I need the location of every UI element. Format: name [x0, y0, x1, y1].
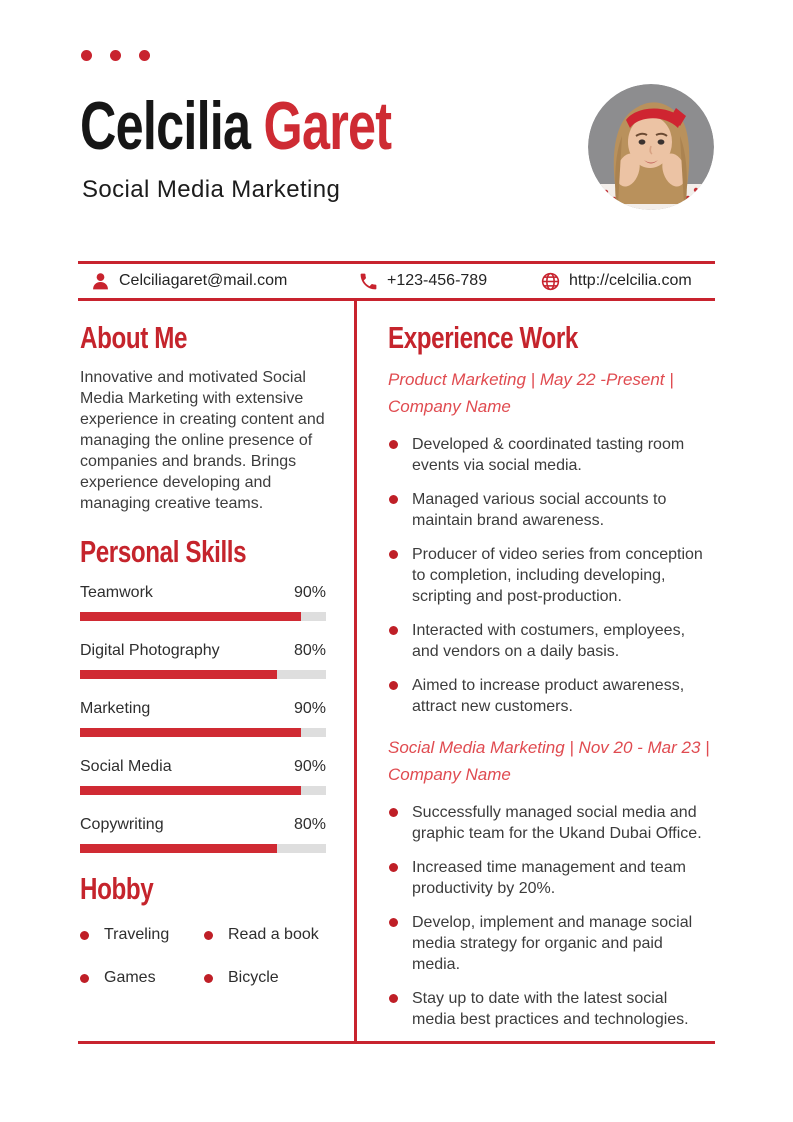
skill-bar-track	[80, 670, 326, 679]
bullet-item	[388, 489, 715, 531]
skill-label: Marketing	[80, 700, 151, 717]
skill-label-row	[80, 699, 326, 718]
phone-icon	[358, 271, 379, 292]
bullet-dot-icon	[389, 550, 398, 559]
skill-row	[80, 583, 326, 621]
globe-icon	[540, 271, 561, 292]
skill-percent: 80%	[293, 642, 326, 659]
first-name: Celcilia	[80, 88, 264, 164]
email-text: Celciliagaret@mail.com	[119, 272, 288, 289]
skill-row	[80, 641, 326, 679]
hobby-label: Read a book	[228, 926, 319, 943]
bullet-text: Developed & coordinated tasting room events via social media.	[412, 436, 685, 474]
bullet-text: Managed various social accounts to maintain brand awareness.	[412, 491, 667, 529]
about-heading: About Me	[80, 320, 188, 355]
bullet-item	[388, 434, 715, 476]
skills-section	[80, 536, 326, 853]
hobby-item	[204, 969, 326, 987]
dot-icon	[139, 50, 150, 61]
hobby-label: Bicycle	[228, 969, 279, 986]
job-bullets	[388, 434, 715, 717]
bullet-dot-icon	[389, 994, 398, 1003]
job-bullets	[388, 802, 715, 1030]
contact-phone	[358, 264, 487, 298]
skill-label: Teamwork	[80, 584, 153, 601]
left-column	[80, 322, 326, 987]
job-subtitle: Social Media Marketing	[82, 176, 341, 203]
skill-bar-track	[80, 728, 326, 737]
hobby-item	[80, 969, 204, 987]
skill-list	[80, 583, 326, 853]
person-name	[80, 88, 501, 164]
skill-bar-track	[80, 786, 326, 795]
hobby-section	[80, 873, 326, 987]
dot-icon	[81, 50, 92, 61]
hobby-list	[80, 926, 326, 987]
skill-bar-fill	[80, 670, 277, 679]
right-column	[388, 322, 715, 1043]
bullet-dot-icon	[389, 626, 398, 635]
bullet-dot-icon	[80, 974, 89, 983]
bullet-item	[388, 988, 715, 1030]
skill-label: Copywriting	[80, 816, 164, 833]
skill-percent: 90%	[293, 584, 326, 601]
bullet-item	[388, 544, 715, 607]
bullet-item	[388, 802, 715, 844]
bullet-item	[388, 620, 715, 662]
bullet-dot-icon	[204, 931, 213, 940]
bullet-text: Interacted with costumers, employees, and vendors on a daily basis.	[412, 622, 686, 660]
bullet-dot-icon	[389, 681, 398, 690]
contact-website	[540, 264, 692, 298]
skill-bar-fill	[80, 728, 301, 737]
profile-photo	[588, 84, 714, 210]
experience-heading: Experience Work	[388, 320, 578, 355]
bullet-dot-icon	[80, 931, 89, 940]
bullet-dot-icon	[389, 918, 398, 927]
skill-percent: 90%	[293, 700, 326, 717]
skill-bar-track	[80, 844, 326, 853]
bullet-dot-icon	[389, 440, 398, 449]
contact-bar	[78, 261, 715, 301]
skill-row	[80, 699, 326, 737]
bullet-text: Producer of video series from conception to completion, including developing, scripting and post-production.	[412, 546, 703, 605]
job-list	[388, 366, 715, 1030]
skill-row	[80, 757, 326, 795]
column-divider	[354, 301, 357, 1041]
skill-row	[80, 815, 326, 853]
bullet-item	[388, 912, 715, 975]
skills-heading: Personal Skills	[80, 534, 247, 569]
bullet-text: Stay up to date with the latest social media best practices and technologies.	[412, 990, 689, 1028]
last-name: Garet	[263, 88, 392, 164]
decorative-dots	[81, 50, 150, 61]
skill-bar-track	[80, 612, 326, 621]
skill-label: Social Media	[80, 758, 172, 775]
bullet-text: Increased time management and team productivity by 20%.	[412, 859, 686, 897]
skill-percent: 80%	[293, 816, 326, 833]
hobby-label: Games	[104, 969, 156, 986]
website-text: http://celcilia.com	[569, 272, 692, 289]
skill-label-row	[80, 757, 326, 776]
hobby-item	[80, 926, 204, 944]
hobby-label: Traveling	[104, 926, 170, 943]
hobby-heading: Hobby	[80, 871, 154, 906]
skill-bar-fill	[80, 844, 277, 853]
job-entry	[388, 734, 715, 1030]
bullet-text: Aimed to increase product awareness, attract new customers.	[412, 677, 685, 715]
bullet-item	[388, 675, 715, 717]
job-entry	[388, 366, 715, 717]
about-text: Innovative and motivated Social Media Marketing with extensive experience in creating content and managing the online presence of companies and brands. Brings experience developing and managing creative teams.	[80, 369, 325, 512]
contact-email	[90, 264, 287, 298]
bullet-dot-icon	[204, 974, 213, 983]
job-title: Social Media Marketing | Nov 20 - Mar 23 | Company Name	[388, 738, 710, 784]
hobby-item	[204, 926, 326, 944]
job-title: Product Marketing | May 22 -Present | Company Name	[388, 370, 674, 416]
skill-label-row	[80, 583, 326, 602]
bullet-dot-icon	[389, 495, 398, 504]
bullet-text: Develop, implement and manage social media strategy for organic and paid media.	[412, 914, 693, 973]
person-icon	[90, 271, 111, 292]
skill-percent: 90%	[293, 758, 326, 775]
skill-label-row	[80, 815, 326, 834]
skill-label: Digital Photography	[80, 642, 220, 659]
portrait-illustration	[588, 84, 714, 210]
skill-label-row	[80, 641, 326, 660]
skill-bar-fill	[80, 786, 301, 795]
bullet-dot-icon	[389, 808, 398, 817]
bullet-dot-icon	[389, 863, 398, 872]
phone-text: +123-456-789	[387, 272, 488, 289]
bullet-item	[388, 857, 715, 899]
bullet-text: Successfully managed social media and graphic team for the Ukand Dubai Office.	[412, 804, 702, 842]
dot-icon	[110, 50, 121, 61]
skill-bar-fill	[80, 612, 301, 621]
